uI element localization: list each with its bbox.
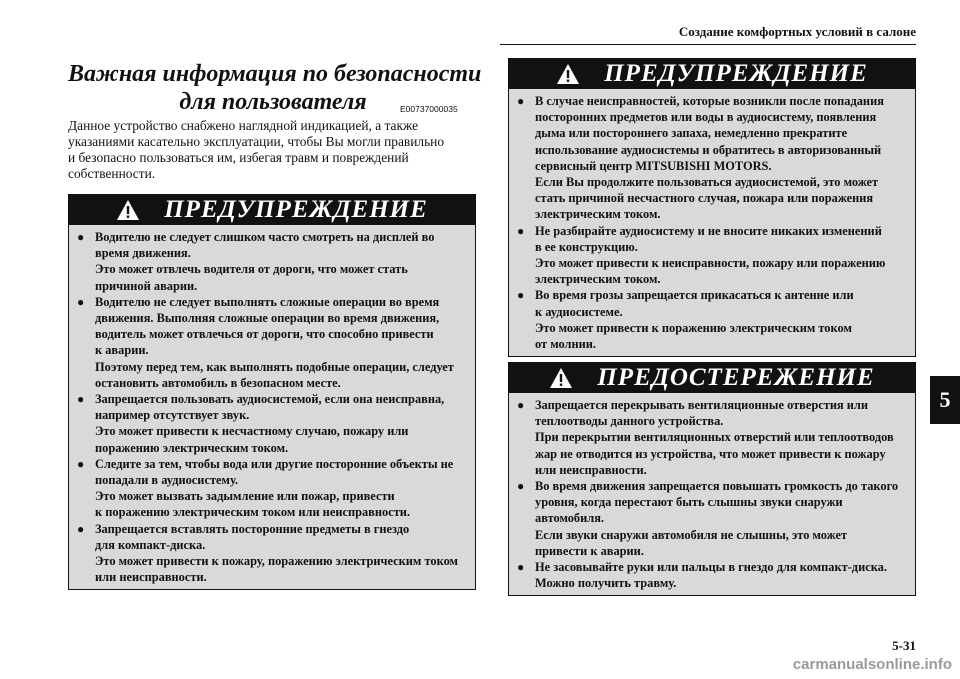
bullet-line: Можно получить травму. [535,576,677,591]
bullet-line: в ее конструкцию. [535,239,638,254]
header-divider [500,44,916,45]
bullet-line: к аварии. [95,343,149,358]
bullet-text [95,229,434,294]
bullet-text [95,294,454,391]
bullet-line: водитель может отвлечься от дороги, что способно привести [95,327,434,342]
bullet-marker: ● [77,456,85,471]
bullet-line: Запрещается пользовать аудиосистемой, если она неисправна, [95,392,445,407]
bullet-line: от молнии. [535,337,596,352]
bullet-marker: ● [517,223,525,238]
bullet-line: уровня, когда перестают быть слышны звуки снаружи [535,495,843,510]
warning-triangle-icon [556,63,580,85]
bullet-text [95,456,453,521]
bullet-line: Не засовывайте руки или пальцы в гнездо для компакт-диска. [535,560,887,575]
warning-body [509,89,915,356]
warning-panel-right [508,58,916,357]
bullet-text [535,287,854,352]
warning-title: ПРЕДУПРЕЖДЕНИЕ [164,196,428,223]
bullet-item [517,397,907,478]
warning-body [69,225,475,589]
bullet-line: В случае неисправностей, которые возникли после попадания [535,94,884,108]
bullet-item [517,93,907,223]
warning-triangle-icon [116,199,140,221]
bullet-text [95,391,444,456]
caution-body [509,393,915,595]
bullet-text [535,397,894,478]
bullet-item [77,294,467,391]
bullet-item [517,559,907,591]
bullet-text [535,223,885,288]
bullet-line: например отсутствует звук. [95,408,250,423]
bullet-marker: ● [77,392,85,407]
bullet-line: Это может привести к несчастному случаю, пожару или [95,424,409,439]
bullet-marker: ● [517,560,525,575]
bullet-item [517,478,907,559]
page-number: 5-31 [892,638,916,653]
bullet-marker: ● [77,230,85,244]
bullet-line: Водителю не следует слишком часто смотреть на дисплей во [95,230,435,244]
bullet-item [517,287,907,352]
bullet-marker: ● [517,479,525,494]
warning-header [509,59,915,89]
bullet-line: Это может вызвать задымление или пожар, привести [95,489,395,504]
bullet-line: Запрещается вставлять посторонние предметы в гнездо [95,521,410,536]
caution-header [509,363,915,393]
bullet-text [95,521,458,586]
intro-line: и безопасно пользоваться им, избегая травм и повреждений [68,150,409,165]
bullet-line: дыма или постороннего запаха, немедленно прекратите [535,126,848,141]
caution-panel [508,362,916,596]
bullet-line: остановить автомобиль в безопасном месте. [95,375,341,390]
intro-paragraph [68,118,478,182]
bullet-line: Следите за тем, чтобы вода или другие посторонние объекты не [95,456,454,471]
bullet-line: движения. Выполняя сложные операции во время движения, [95,311,440,326]
bullet-line: Поэтому перед тем, как выполнять подобные операции, следует [95,359,454,374]
page-title-line: Важная информация по безопасности [68,61,482,87]
bullet-text [535,93,884,223]
bullet-line: Во время грозы запрещается прикасаться к антенне или [535,288,854,303]
bullet-marker: ● [517,288,525,303]
bullet-line: Водителю не следует выполнять сложные операции во время [95,294,440,309]
bullet-line: теплоотводы данного устройства. [535,414,724,429]
bullet-line: Если Вы продолжите пользоваться аудиосистемой, это может [535,175,879,190]
bullet-line: Это может привести к поражению электрическим током [535,320,852,335]
bullet-text [535,478,898,559]
warning-triangle-icon [549,367,573,389]
bullet-marker: ● [77,294,85,309]
bullet-line: стать причиной несчастного случая, пожара или поражения [535,191,874,206]
bullet-line: Это может отвлечь водителя от дороги, что может стать [95,262,408,277]
bullet-line: электрическим током. [535,272,661,287]
bullet-text [535,559,887,591]
warning-header [69,195,475,225]
bullet-marker: ● [517,398,525,412]
bullet-line: причиной аварии. [95,278,198,293]
bullet-line: Во время движения запрещается повышать громкость до такого [535,479,899,494]
bullet-item [517,223,907,288]
bullet-line: поражению электрическим током. [95,440,289,455]
bullet-line: попадали в аудиосистему. [95,473,239,488]
bullet-line: или неисправности. [535,462,647,477]
bullet-line: Если звуки снаружи автомобиля не слышны, это может [535,527,848,542]
document-code: E00737000035 [400,104,458,114]
page-title-line: для пользователя [179,89,367,115]
bullet-line: к аудиосистеме. [535,304,623,319]
chapter-tab: 5 [930,376,960,424]
bullet-line: привести к аварии. [535,543,644,558]
intro-line: указаниями касательно эксплуатации, чтобы Вы могли правильно [68,134,445,149]
section-title: Создание комфортных условий в салоне [678,24,916,39]
bullet-line: При перекрытии вентиляционных отверстий или теплоотводов [535,430,894,445]
bullet-marker: ● [77,521,85,536]
bullet-line: автомобиля. [535,511,605,526]
bullet-line: время движения. [95,246,191,261]
bullet-item [77,229,467,294]
bullet-item [77,456,467,521]
bullet-line: Это может привести к неисправности, пожару или поражению [535,256,886,271]
bullet-item [77,521,467,586]
bullet-line: жар не отводится из устройства, что может привести к пожару [535,446,886,461]
watermark: carmanualsonline.info [792,656,952,673]
bullet-line: Не разбирайте аудиосистему и не вносите никаких изменений [535,223,882,238]
bullet-line: Это может привести к пожару, поражению электрическим током [95,554,458,569]
bullet-line: использование аудиосистемы и обратитесь в авторизованный [535,142,882,157]
bullet-marker: ● [517,94,525,108]
bullet-item [77,391,467,456]
intro-line: собственности. [68,166,156,181]
bullet-line: или неисправности. [95,570,207,585]
bullet-line: электрическим током. [535,207,661,222]
caution-title: ПРЕДОСТЕРЕЖЕНИЕ [597,364,875,391]
bullet-line: Запрещается перекрывать вентиляционные отверстия или [535,398,869,412]
warning-title: ПРЕДУПРЕЖДЕНИЕ [604,60,868,87]
bullet-line: посторонних предметов или воды в аудиосистему, появления [535,110,877,125]
intro-line: Данное устройство снабжено наглядной индикацией, а также [68,118,419,133]
bullet-line: сервисный центр MITSUBISHI MOTORS. [535,158,772,173]
bullet-line: для компакт-диска. [95,537,206,552]
bullet-line: к поражению электрическим током или неисправности. [95,505,411,520]
warning-panel-left [68,194,476,590]
